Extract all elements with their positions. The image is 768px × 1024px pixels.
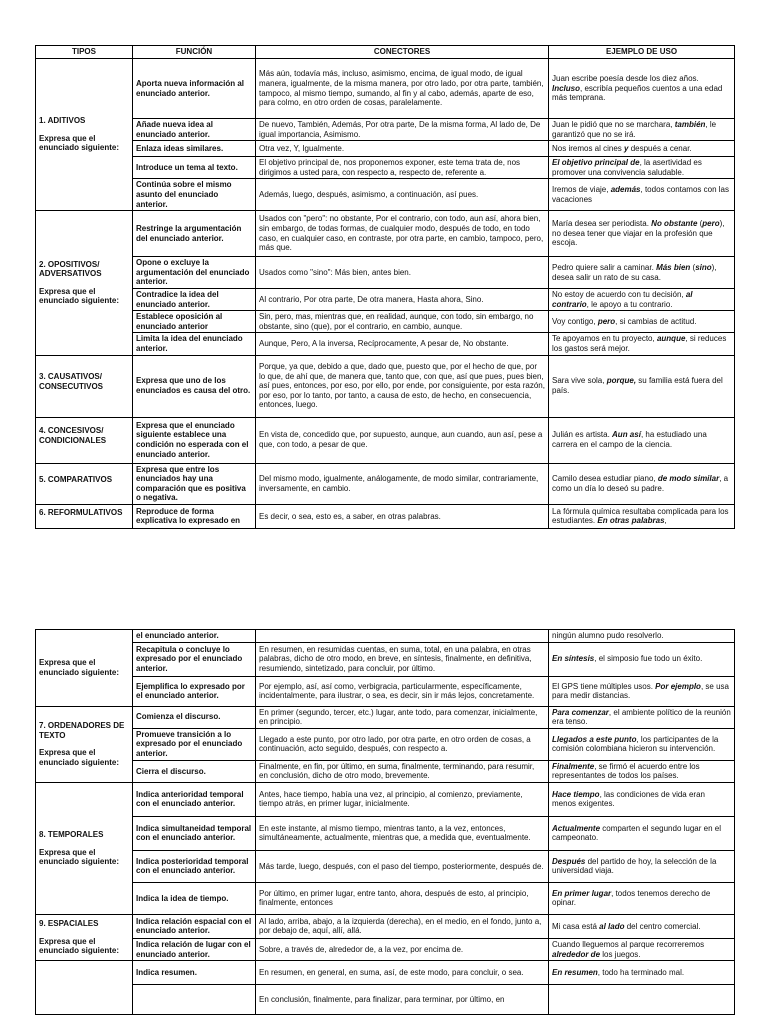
tipo-sublabel: Expresa que el enunciado siguiente: xyxy=(39,658,120,677)
tipo-label: 1. ADITIVOS xyxy=(39,116,86,126)
table-row xyxy=(36,816,735,850)
example-text: ( xyxy=(690,262,696,272)
conectores-cell: Del mismo modo, igualmente, análogamente, de modo similar, contrariamente, inversamente, en cambio. xyxy=(256,463,549,504)
connector-highlight: En síntesis xyxy=(552,654,595,664)
example-text: del partido de hoy, la selección de la universidad viaja. xyxy=(552,856,717,876)
conectores-cell: Al contrario, Por otra parte, De otra manera, Hasta ahora, Sino. xyxy=(256,288,549,310)
conectores-cell: En vista de, concedido que, por supuesto, aunque, aun cuando, aun así, pese a que, con todo, a pesar de que. xyxy=(256,417,549,463)
funcion-cell: Contradice la idea del enunciado anterior. xyxy=(133,288,256,310)
table-row xyxy=(36,985,735,1015)
funcion-cell: Promueve transición a lo expresado por el enunciado anterior. xyxy=(133,728,256,760)
conectores-cell xyxy=(256,630,549,643)
ejemplo-cell xyxy=(549,463,735,504)
ejemplo-cell xyxy=(549,417,735,463)
example-text: Camilo desea estudiar piano, xyxy=(552,474,658,484)
table-row xyxy=(36,417,735,463)
ejemplo-cell xyxy=(549,179,735,211)
connector-highlight: Hace tiempo xyxy=(552,789,600,799)
example-text: ( xyxy=(697,219,703,229)
example-text: después a cenar. xyxy=(628,143,692,153)
tipo-sublabel: Expresa que el enunciado siguiente: xyxy=(39,286,120,306)
table-row xyxy=(36,850,735,882)
funcion-cell: Aporta nueva información al enunciado anterior. xyxy=(133,59,256,119)
funcion-cell: Recapitula o concluye lo expresado por el enunciado anterior. xyxy=(133,642,256,676)
table-row xyxy=(36,961,735,985)
table-row xyxy=(36,728,735,760)
tipo-cell xyxy=(36,914,133,960)
example-text: ), no desea tener que viajar en la profesión que escoja. xyxy=(552,219,725,248)
connector-highlight: aunque xyxy=(656,334,686,344)
tipo-label: 4. CONCESIVOS/ CONDICIONALES xyxy=(39,426,107,445)
example-text: , se firmó el acuerdo entre los representantes de todos los países. xyxy=(552,761,700,781)
tipo-cell xyxy=(36,417,133,463)
example-text: Julián es artista. xyxy=(552,430,613,440)
connector-highlight: de modo similar xyxy=(657,474,720,484)
ejemplo-cell xyxy=(549,642,735,676)
funcion-cell: Opone o excluye la argumentación del enunciado anterior. xyxy=(133,257,256,289)
ejemplo-cell xyxy=(549,59,735,119)
conectores-cell: Además, luego, después, asimismo, a continuación, así pues. xyxy=(256,179,549,211)
example-text: ), desea salir un rato de su casa. xyxy=(552,262,717,282)
ejemplo-cell xyxy=(549,706,735,728)
tipo-label: 7. ORDENADORES DE TEXTO xyxy=(39,721,125,740)
conectores-cell: Por ejemplo, así, así como, verbigracia, particularmente, específicamente, incidentalmente, para ilustrar, o sea, es decir, sin ir más lejos, concretamente. xyxy=(256,676,549,706)
example-text: del centro comercial. xyxy=(624,921,701,931)
ejemplo-cell xyxy=(549,630,735,643)
header-row xyxy=(36,46,735,59)
connector-highlight: además xyxy=(610,185,641,195)
header-tipos: TIPOS xyxy=(36,46,133,59)
table-row xyxy=(36,642,735,676)
ejemplo-cell xyxy=(549,311,735,333)
header-funcion: FUNCIÓN xyxy=(133,46,256,59)
conectores-cell: El objetivo principal de, nos proponemos exponer, este tema trata de, nos dirigimos a usted para, con respecto a, respecto de, referente a. xyxy=(256,157,549,179)
tipo-sublabel: Expresa que el enunciado siguiente: xyxy=(39,133,120,153)
example-text: , la asertividad es promover una convivencia saludable. xyxy=(552,158,702,177)
connector-highlight: Por ejemplo xyxy=(655,681,701,691)
table-row xyxy=(36,119,735,141)
ejemplo-cell xyxy=(549,355,735,417)
table-row xyxy=(36,288,735,310)
funcion-cell: Limita la idea del enunciado anterior. xyxy=(133,333,256,355)
connector-highlight: Después xyxy=(552,856,586,866)
tipo-cell xyxy=(36,706,133,782)
table-row xyxy=(36,355,735,417)
example-text: su familia está fuera del país. xyxy=(552,376,723,395)
example-text: comparten el segundo lugar en el campeonato. xyxy=(552,823,721,843)
ejemplo-cell xyxy=(549,850,735,882)
tipo-cell xyxy=(36,211,133,355)
header-ejemplo: EJEMPLO DE USO xyxy=(549,46,735,59)
conectores-cell: Más tarde, luego, después, con el paso del tiempo, posteriormente, después de. xyxy=(256,850,549,882)
example-text: , ha estudiado una carrera en el campo de la ciencia. xyxy=(552,430,707,449)
table-row xyxy=(36,179,735,211)
example-text: Voy contigo, xyxy=(552,316,598,326)
conectores-cell: De nuevo, También, Además, Por otra parte, De la misma forma, Al lado de, De igual importancia, Asimismo. xyxy=(256,119,549,141)
connector-highlight: Más bien xyxy=(656,262,691,272)
page-1 xyxy=(0,45,768,529)
table-row xyxy=(36,211,735,257)
funcion-cell: Indica relación espacial con el enunciado anterior. xyxy=(133,914,256,938)
tipo-sublabel: Expresa que el enunciado siguiente: xyxy=(39,936,120,956)
tipo-label: 6. REFORMULATIVOS xyxy=(39,507,123,517)
funcion-cell: Indica anterioridad temporal con el enunciado anterior. xyxy=(133,782,256,816)
conectores-cell: Llegado a este punto, por otro lado, por otra parte, en otro orden de cosas, a continuación, acto seguido, después, con respecto a. xyxy=(256,728,549,760)
connector-highlight: En otras palabras xyxy=(597,516,665,526)
example-text: , a como un día lo deseó su padre. xyxy=(552,474,729,493)
conectores-cell: Por último, en primer lugar, entre tanto, ahora, después de esto, al principio, finalmente, entonces xyxy=(256,882,549,914)
example-text: , si cambias de actitud. xyxy=(615,316,697,326)
table-row xyxy=(36,257,735,289)
example-text: , las condiciones de vida eran menos exigentes. xyxy=(552,789,705,809)
ejemplo-cell xyxy=(549,760,735,782)
ejemplo-cell xyxy=(549,938,735,960)
tipo-cell xyxy=(36,504,133,528)
connector-highlight: Incluso xyxy=(552,83,581,93)
example-text: Mi casa está xyxy=(552,921,600,931)
example-text: Pedro quiere salir a caminar. xyxy=(552,262,657,272)
funcion-cell: Expresa que entre los enunciados hay una comparación que es positiva o negativa. xyxy=(133,463,256,504)
tipo-sublabel: Expresa que el enunciado siguiente: xyxy=(39,847,120,867)
conectores-cell: Porque, ya que, debido a que, dado que, puesto que, por el hecho de que, por lo que, de ahí que, de manera que, tanto que, con que, así que pues, pues bien, así pues, entonces, por eso, por ello, por ende, por consiguiente, por esta razón, por eso, por lo tanto, por tanto, a causa de esto, de hecho, en consecuencia, entonces, luego. xyxy=(256,355,549,417)
conectores-cell: Otra vez, Y, Igualmente. xyxy=(256,141,549,157)
funcion-cell: Cierra el discurso. xyxy=(133,760,256,782)
connector-highlight: Aun así xyxy=(612,430,641,440)
table-row xyxy=(36,760,735,782)
tipo-label: 5. COMPARATIVOS xyxy=(39,474,113,484)
example-text: , el simposio fue todo un éxito. xyxy=(594,654,703,664)
funcion-cell: Enlaza ideas similares. xyxy=(133,141,256,157)
header-conectores: CONECTORES xyxy=(256,46,549,59)
connectors-table-page-2 xyxy=(35,629,735,1015)
example-text: , le apoyo a tu contrario. xyxy=(586,299,673,309)
connector-highlight: Para comenzar xyxy=(552,707,609,717)
funcion-cell: Comienza el discurso. xyxy=(133,706,256,728)
connector-highlight: alrededor de xyxy=(552,949,601,959)
connector-highlight: y xyxy=(624,143,629,153)
example-text: , los participantes de la comisión colombiana hicieron su intervención. xyxy=(552,734,719,754)
ejemplo-cell xyxy=(549,728,735,760)
funcion-cell: Expresa que uno de los enunciados es causa del otro. xyxy=(133,355,256,417)
table-row xyxy=(36,938,735,960)
ejemplo-cell xyxy=(549,211,735,257)
ejemplo-cell xyxy=(549,882,735,914)
example-text: Cuando lleguemos al parque recorreremos xyxy=(552,939,705,949)
ejemplo-cell xyxy=(549,141,735,157)
conectores-cell: Sin, pero, mas, mientras que, en realidad, aunque, con todo, sin embargo, no obstante, sino (que), por el contrario, en cambio, aunque. xyxy=(256,311,549,333)
tipo-cell xyxy=(36,355,133,417)
conectores-cell: En primer (segundo, tercer, etc.) lugar, ante todo, para comenzar, inicialmente, en principio. xyxy=(256,706,549,728)
tipo-cell xyxy=(36,961,133,1015)
tipo-label: 2. OPOSITIVOS/ ADVERSATIVOS xyxy=(39,259,102,279)
example-text: Juan le pidió que no se marchara, xyxy=(552,120,675,129)
ejemplo-cell xyxy=(549,333,735,355)
tipo-cell xyxy=(36,59,133,211)
example-text: , todos contamos con las vacaciones xyxy=(552,185,729,204)
conectores-cell: Al lado, arriba, abajo, a la izquierda (derecha), en el medio, en el fondo, junto a, por debajo de, aquí, allí, allá. xyxy=(256,914,549,938)
table-row xyxy=(36,706,735,728)
connector-highlight: Finalmente xyxy=(552,761,595,771)
ejemplo-cell xyxy=(549,119,735,141)
funcion-cell: Añade nueva idea al enunciado anterior. xyxy=(133,119,256,141)
example-text: María desea ser periodista. xyxy=(552,219,652,229)
table-row xyxy=(36,59,735,119)
table-row xyxy=(36,141,735,157)
example-text: ningún alumno pudo resolverlo. xyxy=(552,631,664,640)
example-text: El GPS tiene múltiples usos. xyxy=(552,681,656,691)
table-row xyxy=(36,157,735,179)
connector-highlight: sino xyxy=(695,262,712,272)
example-text: , le garantizó que no se irá. xyxy=(552,120,717,139)
example-text: , se usa para medir distancias. xyxy=(552,681,729,701)
funcion-cell: Indica relación de lugar con el enunciado anterior. xyxy=(133,938,256,960)
conectores-cell: Finalmente, en fin, por último, en suma, finalmente, terminando, para resumir, en conclusión, dicho de otro modo, brevemente. xyxy=(256,760,549,782)
connector-highlight: En resumen xyxy=(552,967,598,977)
example-text: Nos iremos al cines xyxy=(552,143,625,153)
ejemplo-cell xyxy=(549,782,735,816)
connector-highlight: al lado xyxy=(599,921,625,931)
connector-highlight: No obstante xyxy=(651,219,698,229)
tipo-label: 8. TEMPORALES xyxy=(39,830,104,840)
example-text: , todos tenemos derecho de opinar. xyxy=(552,888,711,908)
funcion-cell: Reproduce de forma explicativa lo expresado en xyxy=(133,504,256,528)
ejemplo-cell xyxy=(549,985,735,1015)
ejemplo-cell xyxy=(549,257,735,289)
ejemplo-cell xyxy=(549,676,735,706)
example-text: los juegos. xyxy=(600,949,641,959)
conectores-cell: Más aún, todavía más, incluso, asimismo, encima, de igual modo, de igual manera, igualmente, de la misma manera, por otro lado, por otra parte, también, tampoco, al mismo tiempo, sumando, al fin y al cabo, además, aparte de eso, para colmo, en otro orden de cosas, paralelamente. xyxy=(256,59,549,119)
conectores-cell: En resumen, en resumidas cuentas, en suma, total, en una palabra, en otras palabras, dicho de otro modo, en breve, en síntesis, finalmente, en definitiva, resumiendo, sintetizado, para concluir, por último. xyxy=(256,642,549,676)
conectores-cell: Antes, hace tiempo, había una vez, al principio, al comienzo, previamente, tiempo atrás, en primer lugar, inicialmente. xyxy=(256,782,549,816)
funcion-cell: Continúa sobre el mismo asunto del enunciado anterior. xyxy=(133,179,256,211)
conectores-cell: Aunque, Pero, A la inversa, Recíprocamente, A pesar de, No obstante. xyxy=(256,333,549,355)
funcion-cell: el enunciado anterior. xyxy=(133,630,256,643)
ejemplo-cell xyxy=(549,504,735,528)
connector-highlight: pero xyxy=(702,219,720,229)
funcion-cell: Ejemplifica lo expresado por el enunciado anterior. xyxy=(133,676,256,706)
table-row xyxy=(36,504,735,528)
funcion-cell: Introduce un tema al texto. xyxy=(133,157,256,179)
table-row xyxy=(36,676,735,706)
example-text: , el ambiente político de la reunión era tenso. xyxy=(552,707,731,727)
connector-highlight: Actualmente xyxy=(552,823,601,833)
ejemplo-cell xyxy=(549,157,735,179)
conectores-cell: Usados con "pero": no obstante, Por el contrario, con todo, aun así, ahora bien, sin embargo, de todas formas, de cualquier modo, después de todo, en todo caso, en cualquier caso, en contraste, por otra parte, en cambio, tampoco, pero, más que. xyxy=(256,211,549,257)
example-text: , xyxy=(664,516,667,526)
connector-highlight: porque, xyxy=(606,376,637,386)
example-text: Sara vive sola, xyxy=(552,376,607,386)
example-text: , escribía pequeños cuentos a una edad más temprana. xyxy=(552,83,723,103)
ejemplo-cell xyxy=(549,914,735,938)
tipo-cell xyxy=(36,463,133,504)
funcion-cell: Indica simultaneidad temporal con el enunciado anterior. xyxy=(133,816,256,850)
conectores-cell: Sobre, a través de, alrededor de, a la vez, por encima de. xyxy=(256,938,549,960)
conectores-cell: En conclusión, finalmente, para finalizar, para terminar, por último, en xyxy=(256,985,549,1015)
example-text: , todo ha terminado mal. xyxy=(597,967,685,977)
funcion-cell xyxy=(133,985,256,1015)
table-row xyxy=(36,333,735,355)
ejemplo-cell xyxy=(549,816,735,850)
page-2 xyxy=(0,629,768,1015)
tipo-label: 3. CAUSATIVOS/ CONSECUTIVOS xyxy=(39,372,104,391)
connector-highlight: al contrario xyxy=(552,289,693,309)
example-text: Juan escribe poesía desde los diez años. xyxy=(552,74,699,84)
tipo-cell xyxy=(36,630,133,707)
connector-highlight: también xyxy=(674,120,706,129)
connector-highlight: pero xyxy=(597,316,616,326)
connector-highlight: Llegados a este punto xyxy=(552,734,637,744)
example-text: No estoy de acuerdo con tu decisión, xyxy=(552,289,686,299)
tipo-label: 9. ESPACIALES xyxy=(39,919,99,929)
connectors-table-page-1 xyxy=(35,45,735,529)
table-row xyxy=(36,782,735,816)
example-text: Te apoyamos en tu proyecto, xyxy=(552,334,657,344)
example-text: La fórmula química resultaba complicada para los estudiantes. xyxy=(552,506,729,526)
conectores-cell: En este instante, al mismo tiempo, mientras tanto, a la vez, entonces, simultáneamente, actualmente, mientras que, a medida que, eventualmente. xyxy=(256,816,549,850)
funcion-cell: Indica posterioridad temporal con el enunciado anterior. xyxy=(133,850,256,882)
funcion-cell: Indica resumen. xyxy=(133,961,256,985)
example-text: Iremos de viaje, xyxy=(552,185,611,195)
table-row xyxy=(36,463,735,504)
funcion-cell: Restringe la argumentación del enunciado anterior. xyxy=(133,211,256,257)
funcion-cell: Indica la idea de tiempo. xyxy=(133,882,256,914)
conectores-cell: En resumen, en general, en suma, así, de este modo, para concluir, o sea. xyxy=(256,961,549,985)
ejemplo-cell xyxy=(549,961,735,985)
table-row xyxy=(36,630,735,643)
example-text: , si reduces los gastos será mejor. xyxy=(552,334,727,353)
table-row xyxy=(36,914,735,938)
ejemplo-cell xyxy=(549,288,735,310)
tipo-sublabel: Expresa que el enunciado siguiente: xyxy=(39,748,120,767)
connector-highlight: El objetivo principal de xyxy=(552,158,640,168)
conectores-cell: Es decir, o sea, esto es, a saber, en otras palabras. xyxy=(256,504,549,528)
table-row xyxy=(36,311,735,333)
conectores-cell: Usados como "sino": Más bien, antes bien. xyxy=(256,257,549,289)
tipo-cell xyxy=(36,782,133,914)
table-row xyxy=(36,882,735,914)
funcion-cell: Expresa que el enunciado siguiente establece una condición no esperada con el enunciado anterior. xyxy=(133,417,256,463)
funcion-cell: Establece oposición al enunciado anterior xyxy=(133,311,256,333)
connector-highlight: En primer lugar xyxy=(552,888,612,898)
